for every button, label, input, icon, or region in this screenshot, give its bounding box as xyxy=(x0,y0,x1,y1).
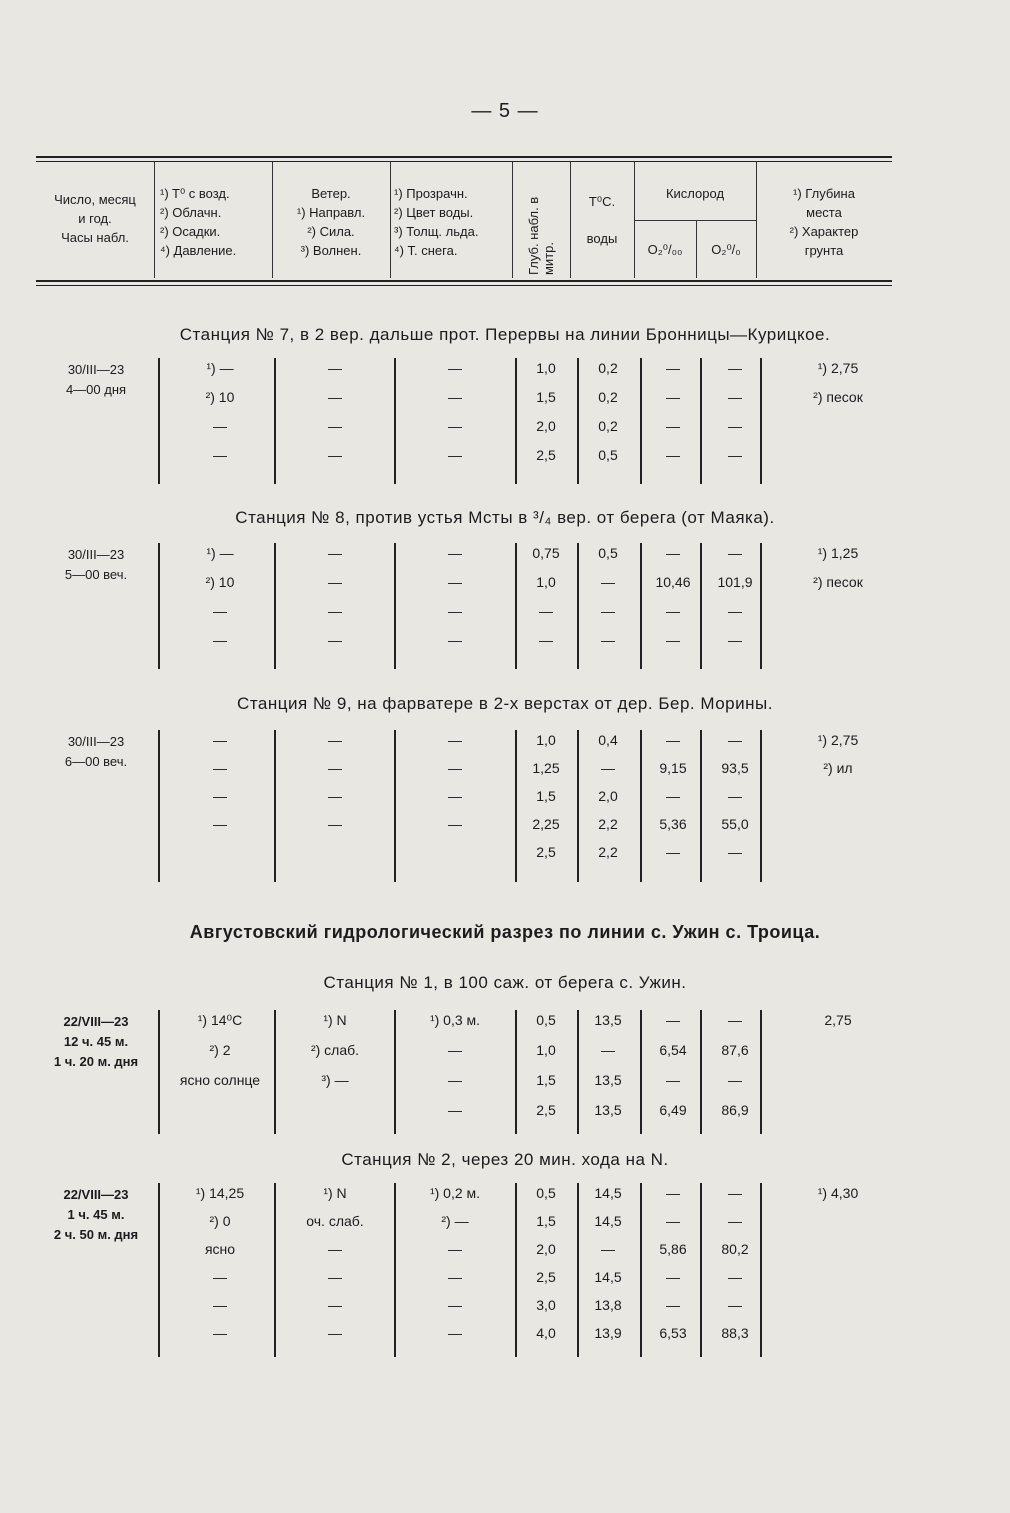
table-cell: ¹) 0,2 м. xyxy=(429,1185,481,1201)
table-cell: 2,2 xyxy=(598,816,618,832)
table-cell: — xyxy=(728,1012,742,1028)
table-cell: — xyxy=(728,788,742,804)
table-cell: — xyxy=(328,816,342,832)
header-air-col: ¹) T⁰ с возд. ²) Облачн. ²) Осадки. ⁴) Давление. xyxy=(160,186,237,258)
table-cell: ¹) 1,25 xyxy=(817,545,859,561)
header-date-col: Число, месяц и год. Часы набл. xyxy=(54,192,136,245)
table-cell: ¹) N xyxy=(323,1012,347,1028)
table-cell: — xyxy=(328,760,342,776)
table-cell: — xyxy=(666,603,680,619)
table-cell: — xyxy=(601,574,615,590)
station-8-date xyxy=(36,545,156,585)
table-cell: — xyxy=(666,1072,680,1088)
table-cell: 2,5 xyxy=(536,1102,556,1118)
table-cell: — xyxy=(448,447,462,463)
table-cell: — xyxy=(328,1297,342,1313)
date-line: 30/III—23 xyxy=(67,362,125,377)
table-cell: — xyxy=(539,632,553,648)
table-cell: 13,9 xyxy=(594,1325,622,1341)
table-cell: 13,8 xyxy=(594,1297,622,1313)
table-cell: 0,5 xyxy=(536,1012,556,1028)
table-cell: — xyxy=(728,603,742,619)
table-cell: — xyxy=(448,1297,462,1313)
table-cell: — xyxy=(448,788,462,804)
table-cell: — xyxy=(328,632,342,648)
header-depth-soil-col: ¹) Глубина места ²) Характер грунта xyxy=(789,186,859,258)
table-cell: — xyxy=(666,545,680,561)
table-cell: ²) песок xyxy=(813,574,863,590)
table-cell: — xyxy=(728,844,742,860)
table-cell: 87,6 xyxy=(721,1042,749,1058)
table-cell: — xyxy=(213,760,227,776)
table-cell: — xyxy=(448,360,462,376)
column-rule xyxy=(158,730,160,882)
table-cell: оч. слаб. xyxy=(306,1213,364,1229)
table-cell: — xyxy=(328,447,342,463)
table-cell: 2,0 xyxy=(598,788,618,804)
table-cell: ¹) 2,75 xyxy=(817,360,859,376)
table-cell: — xyxy=(448,603,462,619)
table-cell: — xyxy=(601,760,615,776)
table-cell: 6,49 xyxy=(659,1102,687,1118)
august-station-2-title: Станция № 2, через 20 мин. хода на N. xyxy=(341,1150,669,1169)
header-oxygen-percent: O₂⁰/₀ xyxy=(711,242,741,257)
table-cell: 1,5 xyxy=(536,1213,556,1229)
table-cell: 3,0 xyxy=(536,1297,556,1313)
table-cell: — xyxy=(539,603,553,619)
table-cell: — xyxy=(448,389,462,405)
table-cell: — xyxy=(328,545,342,561)
date-line: 5—00 веч. xyxy=(64,567,128,582)
column-rule xyxy=(394,543,396,669)
table-cell: 6,54 xyxy=(659,1042,687,1058)
station-7-date xyxy=(36,360,156,400)
table-cell: — xyxy=(328,603,342,619)
table-cell: — xyxy=(728,360,742,376)
column-rule xyxy=(274,730,276,882)
table-cell: 2,75 xyxy=(824,1012,852,1028)
table-cell: — xyxy=(213,603,227,619)
table-cell: ²) ил xyxy=(823,760,853,776)
table-cell: ¹) 4,30 xyxy=(817,1185,859,1201)
date-line: 1 ч. 45 м. xyxy=(67,1207,125,1222)
page-number: — 5 — xyxy=(471,100,539,122)
table-cell: 13,5 xyxy=(594,1012,622,1028)
date-line: 22/VIII—23 xyxy=(63,1014,129,1029)
table-cell: 1,5 xyxy=(536,788,556,804)
table-cell: 2,25 xyxy=(532,816,560,832)
table-cell: — xyxy=(728,1297,742,1313)
table-cell: ясно солнце xyxy=(179,1072,261,1088)
table-cell: — xyxy=(601,632,615,648)
table-cell: — xyxy=(213,732,227,748)
table-cell: — xyxy=(213,1297,227,1313)
table-cell: — xyxy=(666,1213,680,1229)
table-cell: ²) 2 xyxy=(209,1042,231,1058)
table-cell: ²) 10 xyxy=(205,389,235,405)
table-cell: — xyxy=(213,447,227,463)
table-cell: ¹) — xyxy=(206,545,234,561)
table-cell: 5,36 xyxy=(659,816,687,832)
table-cell: ²) песок xyxy=(813,389,863,405)
table-cell: — xyxy=(328,1325,342,1341)
column-rule xyxy=(394,1010,396,1134)
table-cell: 88,3 xyxy=(721,1325,749,1341)
table-cell: — xyxy=(728,447,742,463)
table-cell: 5,86 xyxy=(659,1241,687,1257)
table-header xyxy=(36,156,892,286)
date-line: 1 ч. 20 м. дня xyxy=(53,1054,139,1069)
header-wind-col: Ветер. ¹) Направл. ²) Сила. ³) Волнен. xyxy=(296,186,366,258)
table-cell: 2,0 xyxy=(536,1241,556,1257)
table-cell: — xyxy=(666,1269,680,1285)
table-cell: 14,5 xyxy=(594,1269,622,1285)
table-cell: 0,2 xyxy=(598,418,618,434)
table-cell: — xyxy=(728,1213,742,1229)
table-cell: — xyxy=(666,732,680,748)
table-cell: — xyxy=(666,1012,680,1028)
table-cell: — xyxy=(448,632,462,648)
table-cell: ¹) N xyxy=(323,1185,347,1201)
table-cell: — xyxy=(728,1269,742,1285)
table-cell: — xyxy=(666,447,680,463)
table-cell: 0,2 xyxy=(598,389,618,405)
table-cell: ¹) 14⁰С xyxy=(197,1012,243,1028)
table-cell: — xyxy=(728,1072,742,1088)
station-7-title: Станция № 7, в 2 вер. дальше прот. Перервы на линии Бронницы—Курицкое. xyxy=(179,325,831,344)
header-oxygen-permille: O₂⁰/₀₀ xyxy=(647,242,683,257)
table-cell: — xyxy=(448,418,462,434)
table-cell: — xyxy=(213,1269,227,1285)
column-rule xyxy=(158,358,160,484)
table-cell: 93,5 xyxy=(721,760,749,776)
table-cell: 13,5 xyxy=(594,1072,622,1088)
august-station-1-date xyxy=(36,1012,156,1072)
table-cell: — xyxy=(213,418,227,434)
date-line: 30/III—23 xyxy=(67,734,125,749)
table-cell: — xyxy=(213,632,227,648)
table-cell: ³) — xyxy=(321,1072,349,1088)
date-line: 2 ч. 50 м. дня xyxy=(53,1227,139,1242)
table-cell: — xyxy=(213,816,227,832)
table-cell: 10,46 xyxy=(655,574,691,590)
table-cell: — xyxy=(666,632,680,648)
date-line: 4—00 дня xyxy=(65,382,127,397)
table-cell: — xyxy=(448,1241,462,1257)
table-cell: — xyxy=(448,1325,462,1341)
table-cell: — xyxy=(728,632,742,648)
table-cell: ²) — xyxy=(441,1213,469,1229)
table-cell: ясно xyxy=(204,1241,236,1257)
header-temp-col: T⁰C. воды xyxy=(586,194,618,246)
date-line: 30/III—23 xyxy=(67,547,125,562)
august-station-2-date xyxy=(36,1185,156,1245)
table-cell: — xyxy=(728,389,742,405)
table-cell: 0,5 xyxy=(598,447,618,463)
table-cell: — xyxy=(448,816,462,832)
table-cell: 1,0 xyxy=(536,574,556,590)
table-cell: 2,0 xyxy=(536,418,556,434)
table-cell: — xyxy=(666,844,680,860)
column-rule xyxy=(158,543,160,669)
table-cell: 0,4 xyxy=(598,732,618,748)
column-rule xyxy=(394,358,396,484)
table-cell: — xyxy=(666,788,680,804)
table-cell: — xyxy=(448,1072,462,1088)
table-cell: — xyxy=(328,1269,342,1285)
table-cell: — xyxy=(666,389,680,405)
table-cell: ¹) 0,3 м. xyxy=(429,1012,481,1028)
column-rule xyxy=(394,730,396,882)
table-cell: ²) 10 xyxy=(205,574,235,590)
table-cell: 4,0 xyxy=(536,1325,556,1341)
table-cell: — xyxy=(213,788,227,804)
table-cell: — xyxy=(728,418,742,434)
table-cell: 1,0 xyxy=(536,732,556,748)
table-cell: — xyxy=(666,418,680,434)
table-cell: ¹) 14,25 xyxy=(195,1185,245,1201)
table-cell: 14,5 xyxy=(594,1213,622,1229)
station-9-title: Станция № 9, на фарватере в 2-х верстах от дер. Бер. Морины. xyxy=(237,694,773,713)
table-cell: — xyxy=(601,1241,615,1257)
table-cell: 13,5 xyxy=(594,1102,622,1118)
table-cell: 2,2 xyxy=(598,844,618,860)
table-cell: 14,5 xyxy=(594,1185,622,1201)
table-cell: — xyxy=(328,1241,342,1257)
header-oxygen-col: Кислород xyxy=(665,186,725,201)
table-cell: 2,5 xyxy=(536,447,556,463)
table-cell: — xyxy=(448,545,462,561)
table-cell: 1,0 xyxy=(536,1042,556,1058)
august-station-1-title: Станция № 1, в 100 саж. от берега с. Ужин. xyxy=(323,973,687,992)
date-line: 12 ч. 45 м. xyxy=(63,1034,129,1049)
table-cell: 1,5 xyxy=(536,389,556,405)
table-cell: — xyxy=(448,1269,462,1285)
header-water-col: ¹) Прозрачн. ²) Цвет воды. ³) Толщ. льда. ⁴) Т. снега. xyxy=(394,186,479,258)
table-cell: 101,9 xyxy=(717,574,753,590)
table-cell: ¹) 2,75 xyxy=(817,732,859,748)
header-depth-col: Глуб. набл. в митр. xyxy=(526,196,556,275)
table-cell: — xyxy=(728,732,742,748)
table-cell: ¹) — xyxy=(206,360,234,376)
table-cell: — xyxy=(448,732,462,748)
table-cell: — xyxy=(601,603,615,619)
table-cell: 0,5 xyxy=(598,545,618,561)
table-cell: 6,53 xyxy=(659,1325,687,1341)
date-line: 6—00 веч. xyxy=(64,754,128,769)
table-cell: 0,2 xyxy=(598,360,618,376)
table-cell: — xyxy=(448,760,462,776)
table-cell: 1,0 xyxy=(536,360,556,376)
table-cell: — xyxy=(448,574,462,590)
table-cell: 0,5 xyxy=(536,1185,556,1201)
table-cell: 9,15 xyxy=(659,760,687,776)
station-9-date xyxy=(36,732,156,772)
column-rule xyxy=(394,1183,396,1357)
table-cell: — xyxy=(666,1297,680,1313)
table-cell: — xyxy=(728,1185,742,1201)
table-cell: — xyxy=(328,732,342,748)
table-cell: 2,5 xyxy=(536,844,556,860)
station-8-title: Станция № 8, против устья Мсты в ³/₄ вер. от берега (от Маяка). xyxy=(235,508,775,527)
table-cell: 80,2 xyxy=(721,1241,749,1257)
table-cell: — xyxy=(448,1042,462,1058)
table-cell: 55,0 xyxy=(721,816,749,832)
table-cell: 0,75 xyxy=(532,545,560,561)
table-cell: — xyxy=(213,1325,227,1341)
table-cell: — xyxy=(448,1102,462,1118)
table-cell: — xyxy=(728,545,742,561)
table-cell: — xyxy=(328,574,342,590)
table-cell: 2,5 xyxy=(536,1269,556,1285)
table-cell: — xyxy=(328,389,342,405)
table-cell: ²) слаб. xyxy=(310,1042,360,1058)
table-cell: 1,25 xyxy=(532,760,560,776)
table-cell: ²) 0 xyxy=(209,1213,231,1229)
august-section-title: Августовский гидрологический разрез по линии с. Ужин с. Троица. xyxy=(189,922,821,942)
table-cell: — xyxy=(328,788,342,804)
table-cell: 1,5 xyxy=(536,1072,556,1088)
column-rule xyxy=(158,1010,160,1134)
table-cell: — xyxy=(601,1042,615,1058)
date-line: 22/VIII—23 xyxy=(63,1187,129,1202)
table-cell: — xyxy=(328,418,342,434)
table-cell: — xyxy=(666,1185,680,1201)
table-cell: 86,9 xyxy=(721,1102,749,1118)
table-cell: — xyxy=(666,360,680,376)
table-cell: — xyxy=(328,360,342,376)
column-rule xyxy=(158,1183,160,1357)
